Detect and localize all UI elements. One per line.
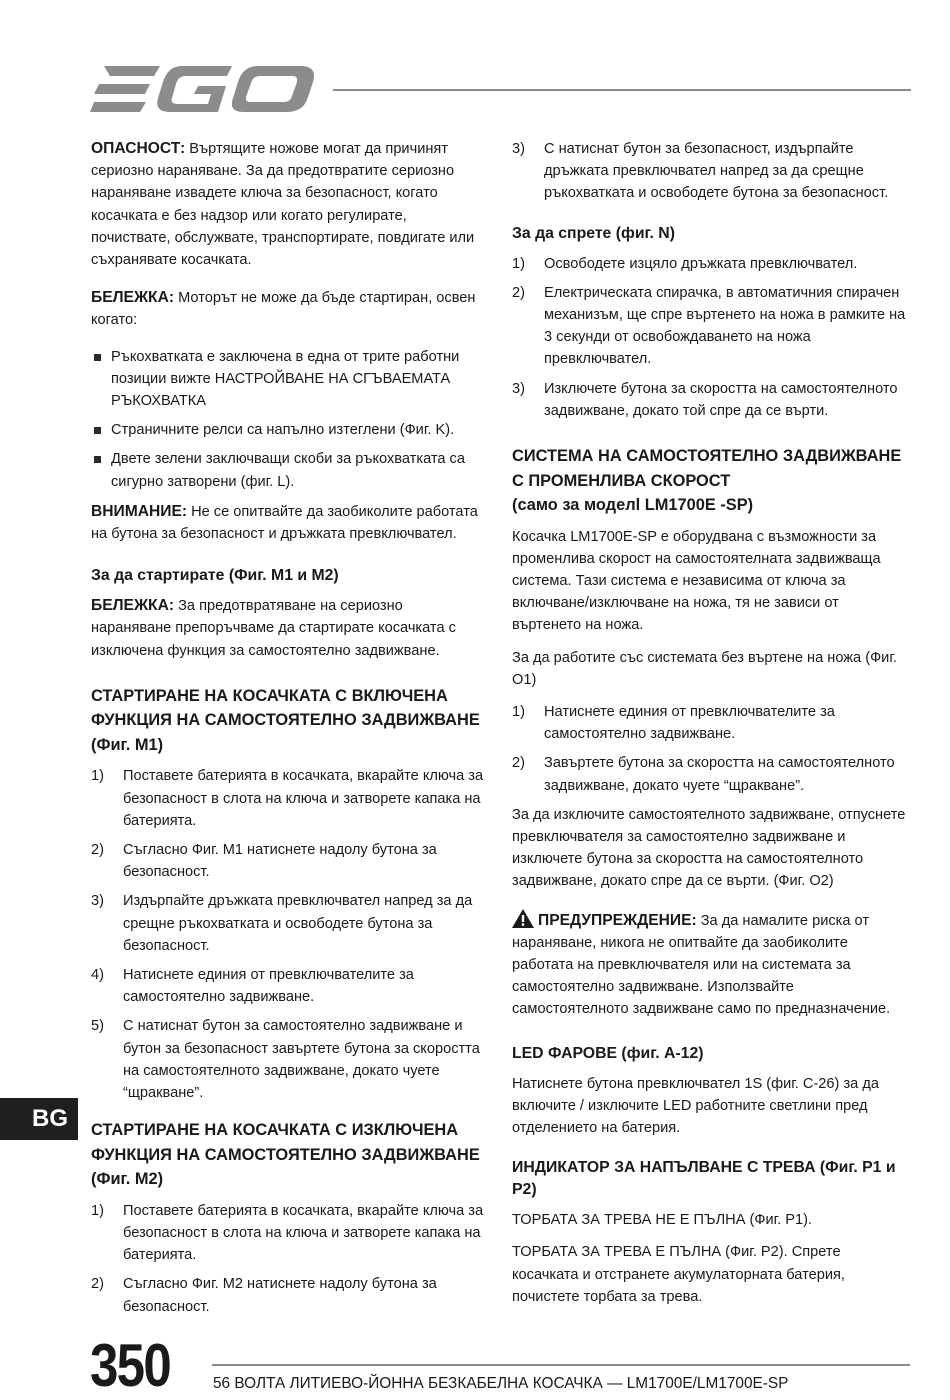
steps-stop — [512, 253, 910, 422]
header-rule — [333, 89, 911, 91]
section-heading-drive-on: СТАРТИРАНЕ НА КОСАЧКАТА С ВКЛЮЧЕНА ФУНКЦИЯ НА САМОСТОЯТЕЛНО ЗАДВИЖВАНЕ (Фиг. M1) — [91, 686, 480, 754]
start-heading: За да стартирате (Фиг. M1 и M2) — [91, 567, 339, 585]
step-item: 1) Поставете батерията в косачката, вкарайте ключа за безопасност в слота на ключа и затворете капака на батерията. — [91, 768, 484, 829]
step-item: 3) Изключете бутона за скоростта на самостоятелното задвижване, докато той спре да се върти. — [512, 380, 898, 419]
indicator-paragraph-2: ТОРБАТА ЗА ТРЕВА Е ПЪЛНА (Фиг. P2). Спрете косачката и отстранете акумулаторната батерия, почистете торбата за трева. — [512, 1244, 845, 1305]
steps-system — [512, 701, 910, 797]
danger-text: Въртящите ножове могат да причинят сериозно нараняване. За да предотвратите сериозно нараняване извадете ключа за безопасност, когато косачката е без надзор или когато регулирате, почиствате, обслужвате, транспортирате, повдигате или съхранявате косачката. — [91, 141, 475, 269]
stop-heading: За да спрете (фиг. N) — [512, 224, 675, 242]
step-item: 2) Съгласно Фиг. M1 натиснете надолу бутона за безопасност. — [91, 841, 437, 881]
danger-paragraph — [91, 138, 487, 271]
led-heading: LED ФАРОВЕ (фиг. A-12) — [512, 1044, 704, 1062]
steps-drive-on — [91, 765, 487, 1104]
step-item: 1) Натиснете единия от превключвателите за самостоятелно задвижване. — [512, 703, 835, 743]
step-item: 4) Натиснете единия от превключвателите за самостоятелно задвижване. — [91, 966, 414, 1006]
note-paragraph — [91, 287, 487, 331]
warning-paragraph — [512, 909, 910, 1021]
language-tab: BG — [0, 1098, 78, 1140]
footer-title: 56 ВОЛТА ЛИТИЕВО-ЙОННА БЕЗКАБЕЛНА КОСАЧКА — LM1700E/LM1700E-SP — [213, 1375, 789, 1392]
bullet-square-icon — [94, 354, 101, 361]
note2-paragraph — [91, 595, 487, 662]
step-item: 2) Електрическата спирачка, в автоматичния спирачен механизъм, ще спре въртенето на ножа в рамките на 3 секунди от освобождаването на ножа превключвател. — [512, 284, 906, 368]
section-heading-drive-off: СТАРТИРАНЕ НА КОСАЧКАТА С ИЗКЛЮЧЕНА ФУНКЦИЯ НА САМОСТОЯТЕЛНО ЗАДВИЖВАНЕ (Фиг. M2) — [91, 1121, 480, 1189]
step-item: 2) Съгласно Фиг. M2 натиснете надолу бутона за безопасност. — [91, 1276, 437, 1315]
list-item: Двете зелени заключващи скоби за ръкохватката са сигурно затворени (фиг. L). — [91, 448, 487, 492]
footer-rule — [212, 1364, 910, 1366]
indicator-heading: ИНДИКАТОР ЗА НАПЪЛВАНЕ С ТРЕВА (Фиг. P1 и P2) — [512, 1159, 896, 1199]
step-item: 2) Завъртете бутона за скоростта на самостоятелното задвижване, докато чуете “щракване”. — [512, 755, 895, 794]
list-item: Страничните релси са напълно изтеглени (Фиг. K). — [91, 419, 487, 441]
step-item: 3) С натиснат бутон за безопасност, издърпайте дръжката превключвател напред за да срещне ръкохватката и освободете бутона за безопасност. — [512, 141, 889, 202]
warning-label: ПРЕДУПРЕЖДЕНИЕ: — [538, 911, 697, 929]
system-heading: СИСТЕМА НА САМОСТОЯТЕЛНО ЗАДВИЖВАНЕ С ПРОМЕНЛИВА СКОРОСТ — [512, 447, 902, 490]
warning-text: За да намалите риска от нараняване, никога не опитвайте да заобиколите работата на превключвателя или на системата за самостоятелно задвижване. Използвайте самостоятелното задвижване само по предназначение. — [512, 912, 891, 1018]
system-paragraph-2: За да работите със системата без въртене на ножа (Фиг. O1) — [512, 649, 897, 688]
caution-text: Не се опитвайте да заобиколите работата на бутона за безопасност и дръжката превключвател. — [91, 503, 478, 543]
note-label: БЕЛЕЖКА: — [91, 289, 175, 307]
ego-logo — [90, 64, 314, 116]
note-text: Моторът не може да бъде стартиран, освен когато: — [91, 290, 476, 329]
system-paragraph-3: За да изключите самостоятелното задвижване, отпуснете превключвателя за самостоятелно задвижване и изключете бутона за скоростта на самостоятелното задвижване, докато спре да се върти. (Фиг. O2) — [512, 806, 906, 890]
steps-drive-off — [91, 1200, 487, 1318]
system-subheading: (само за моделl LM1700E -SP) — [512, 496, 754, 515]
caution-label: ВНИМАНИЕ: — [91, 502, 188, 520]
left-column — [91, 138, 487, 1325]
step-item: 5) С натиснат бутон за самостоятелно задвижване и бутон за безопасност завъртете бутона за скоростта на самостоятелното задвижване, докато чуете “щракване”. — [91, 1018, 480, 1101]
system-paragraph: Косачка LM1700E-SP е оборудвана с възможности за променлива скорост на самостоятелната задвижваща система. Тази система е независима от ключа за включване/изключване на ножа, тя не зависи от въртенето на ножа. — [512, 528, 881, 634]
warning-triangle-icon — [512, 909, 534, 928]
caution-paragraph — [91, 501, 487, 545]
page-number: 350 — [90, 1332, 170, 1399]
step-item: 3) Издърпайте дръжката превключвател напред за да срещне ръкохватката и освободете бутона за безопасност. — [91, 893, 473, 954]
indicator-paragraph: ТОРБАТА ЗА ТРЕВА НЕ Е ПЪЛНА (Фиг. P1). — [512, 1212, 813, 1229]
note2-label: БЕЛЕЖКА: — [91, 597, 175, 615]
conditions-list — [91, 346, 487, 493]
bullet-square-icon — [94, 427, 101, 434]
led-paragraph: Натиснете бутона превключвател 1S (фиг. C-26) за да включите / изключите LED работните светлини пред отделението на батерия. — [512, 1075, 879, 1136]
danger-label: ОПАСНОСТ: — [91, 140, 186, 157]
list-item: Ръкохватката е заключена в една от трите работни позиции вижте НАСТРОЙВАНЕ НА СГЪВАЕМАТА РЪКОХВАТКА — [91, 346, 487, 413]
note2-text: За предотвратяване на сериозно нараняване препоръчваме да стартирате косачката с изключена функция за самостоятелно задвижване. — [91, 598, 456, 659]
step-item: 1) Освободете изцяло дръжката превключвател. — [512, 255, 858, 272]
bullet-square-icon — [94, 456, 101, 463]
steps-continued — [512, 138, 910, 205]
right-column — [512, 138, 910, 1318]
step-item: 1) Поставете батерията в косачката, вкарайте ключа за безопасност в слота на ключа и затворете капака на батерията. — [91, 1202, 484, 1264]
